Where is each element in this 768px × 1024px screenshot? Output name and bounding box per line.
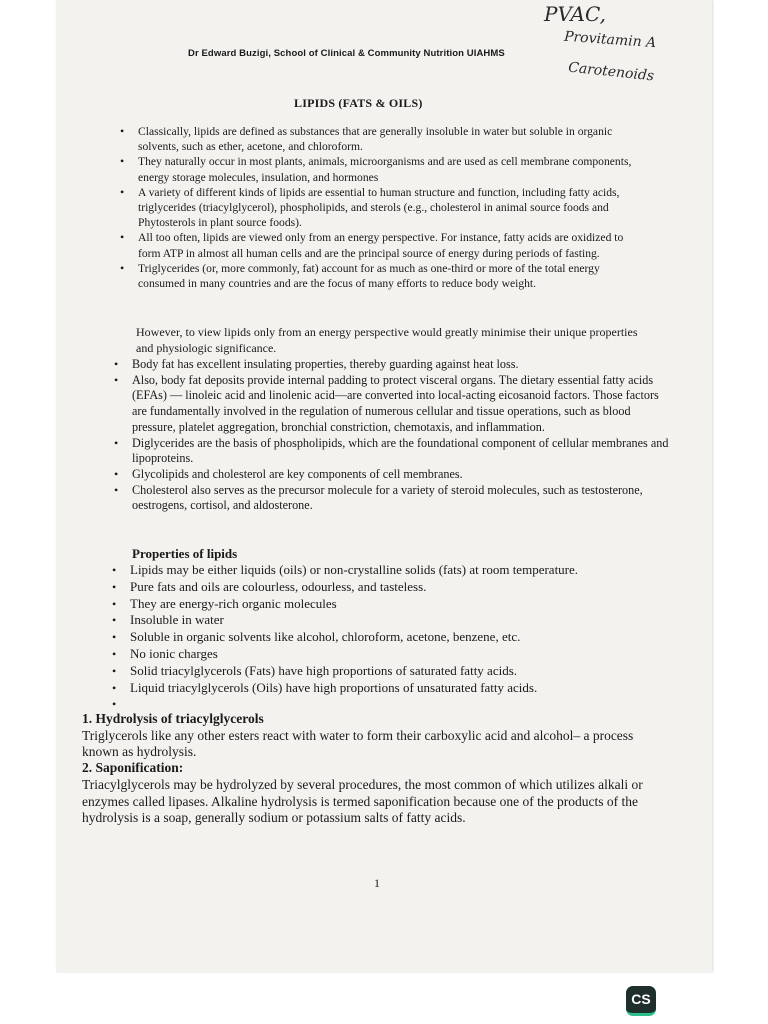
handwritten-note: Provitamin A: [563, 28, 657, 52]
bullet-icon: •: [120, 124, 125, 138]
properties-heading: Properties of lipids: [132, 546, 238, 561]
bullet-icon: •: [112, 613, 117, 628]
list-item-text: Liquid triacylglycerols (Oils) have high proportions of unsaturated fatty acids.: [130, 679, 538, 695]
list-item: [110, 663, 690, 680]
bullet-icon: •: [112, 596, 117, 611]
bullet-icon: •: [112, 646, 117, 661]
list-item-text: Soluble in organic solvents like alcohol, chloroform, acetone, benzene, etc.: [130, 629, 521, 645]
section-text-saponification: Triacylglycerols may be hydrolyzed by several procedures, the most common of which utilizes alkali or enzymes called lipases. Alkaline hydrolysis is termed saponification because one of the products of the hydrolysis is a soap, generally sodium or potassium salts of fatty acids.: [82, 777, 643, 825]
list-item-text: Triglycerides (or, more commonly, fat) account for as much as one-third or more of the total energy consumed in many countries and are the focus of many efforts to reduce body weight.: [138, 261, 600, 291]
bullet-icon: •: [112, 579, 117, 594]
list-item-text: Also, body fat deposits provide internal padding to protect visceral organs. The dietary essential fatty acids (EFAs) — linoleic acid and linolenic acid—are converted into local-acting eicosanoid factors. Those factors are fundamentally involved in the regulation of numerous cellular and tissue operations, such as blood pressure, platelet aggregation, bronchial constriction, chemotaxis, and inflammation.: [132, 372, 659, 434]
page-header: Dr Edward Buzigi, School of Clinical & Community Nutrition UIAHMS: [188, 48, 505, 59]
section-heading-hydrolysis: 1. Hydrolysis of triacylglycerols: [82, 711, 264, 726]
bullet-icon: •: [112, 630, 117, 645]
list-item: [112, 373, 672, 436]
bullet-icon: •: [112, 563, 117, 577]
list-item-text: Pure fats and oils are colourless, odourless, and tasteless.: [130, 578, 427, 594]
bullet-icon: •: [120, 260, 125, 275]
list-item: [110, 562, 690, 579]
significance-bullet-list: [112, 357, 672, 514]
list-item: [112, 357, 672, 373]
document-title: LIPIDS (FATS & OILS): [294, 96, 423, 110]
list-item-text: Diglycerides are the basis of phospholipids, which are the foundational component of cellular membranes and lipoproteins.: [132, 435, 669, 466]
list-item-text: No ionic charges: [130, 645, 218, 661]
bullet-icon: •: [112, 697, 117, 712]
section-heading-saponification: 2. Saponification:: [82, 760, 184, 775]
bullet-icon: •: [114, 372, 119, 387]
bullet-icon: •: [114, 357, 119, 371]
handwritten-note: PVAC,: [544, 2, 606, 26]
list-item-text: Solid triacylglycerols (Fats) have high proportions of saturated fatty acids.: [130, 662, 518, 678]
bullet-icon: •: [114, 466, 119, 481]
list-item: [118, 124, 638, 154]
list-item-text: All too often, lipids are viewed only from an energy perspective. For instance, fatty acids are oxidized to form ATP in almost all human cells and are the principal source of energy during periods of fasting.: [138, 231, 624, 260]
list-item: [112, 467, 672, 483]
handwritten-note: Carotenoids: [567, 59, 655, 85]
bullet-icon: •: [120, 154, 125, 169]
list-item: [110, 579, 690, 596]
list-item-text: They naturally occur in most plants, animals, microorganisms and are used as cell membrane components, energy storage molecules, insulation, and hormones: [138, 155, 632, 184]
list-item-text: Insoluble in water: [130, 612, 224, 628]
list-item-text: Glycolipids and cholesterol are key components of cell membranes.: [132, 466, 463, 481]
list-item: [118, 261, 638, 291]
bullet-icon: •: [112, 680, 117, 695]
list-item: [118, 185, 638, 231]
list-item-text: Classically, lipids are defined as substances that are generally insoluble in water but soluble in organic solvents, such as ether, acetone, and chloroform.: [138, 125, 613, 154]
list-item-text: Lipids may be either liquids (oils) or non-crystalline solids (fats) at room temperature.: [130, 562, 579, 577]
bullet-icon: •: [120, 230, 125, 245]
list-item: [110, 596, 690, 613]
intro-bullet-list: [118, 124, 638, 291]
bullet-icon: •: [114, 482, 119, 497]
list-item: [110, 680, 690, 697]
document-page: [56, 0, 712, 972]
list-item: [110, 646, 690, 663]
scanner-app-logo: CS: [626, 986, 656, 1016]
bullet-icon: •: [114, 435, 119, 450]
page-number: 1: [374, 876, 380, 890]
section-text-hydrolysis: Triglycerols like any other esters react with water to form their carboxylic acid and alcohol– a process known as hydrolysis.: [82, 728, 634, 759]
list-item-text: They are energy-rich organic molecules: [130, 595, 337, 611]
list-item-text: A variety of different kinds of lipids are essential to human structure and function, including fatty acids, triglycerides (triacylglycerol), phospholipids, and sterols (e.g., cholesterol in animal source foods and Phytosterols in plant source foods).: [138, 185, 620, 230]
list-item-text: Cholesterol also serves as the precursor molecule for a variety of steroid molecules, such as testosterone, oestrogens, cortisol, and aldosterone.: [132, 482, 643, 513]
list-item: [118, 230, 638, 260]
properties-bullet-list: [110, 562, 690, 712]
bullet-icon: •: [120, 184, 125, 199]
list-item: [110, 629, 690, 646]
list-item: [110, 612, 690, 629]
body-paragraph: However, to view lipids only from an energy perspective would greatly minimise their unique properties and physiologic significance.: [136, 325, 638, 355]
list-item: [118, 154, 638, 184]
list-item: [112, 483, 672, 514]
bullet-icon: •: [112, 663, 117, 678]
list-item-text: Body fat has excellent insulating properties, thereby guarding against heat loss.: [132, 357, 519, 371]
list-item: [112, 436, 672, 467]
